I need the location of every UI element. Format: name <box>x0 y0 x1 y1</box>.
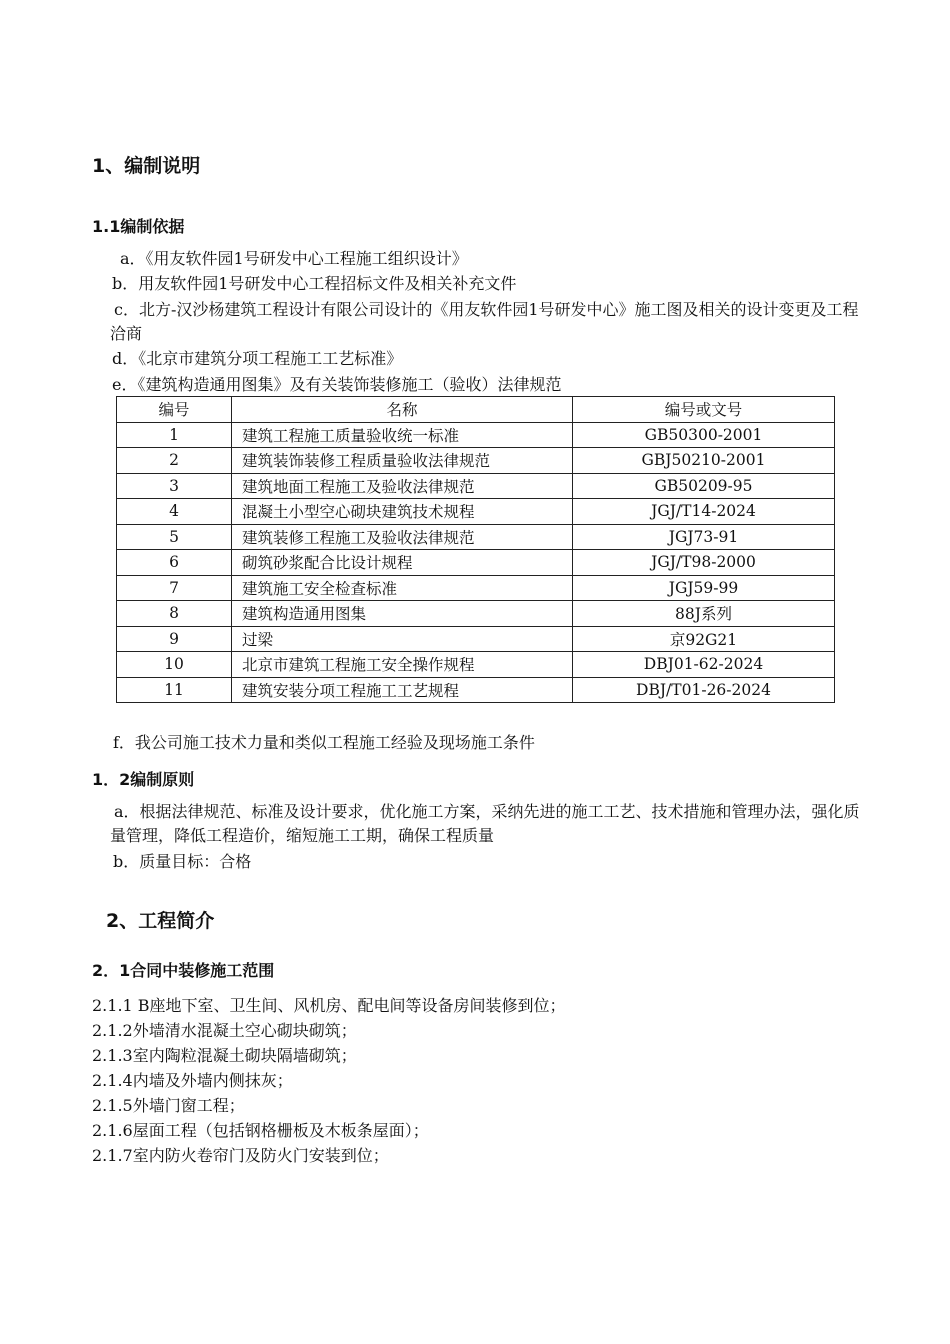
row-code: JGJ73-91 <box>573 524 835 550</box>
table-row <box>117 422 835 448</box>
row-number: 11 <box>117 677 232 703</box>
row-number: 7 <box>117 575 232 601</box>
table-row <box>117 473 835 499</box>
row-number: 10 <box>117 652 232 678</box>
row-number: 1 <box>117 422 232 448</box>
header-code: 编号或文号 <box>573 397 835 423</box>
table-row <box>117 448 835 474</box>
row-number: 3 <box>117 473 232 499</box>
row-number: 5 <box>117 524 232 550</box>
row-code: 京92G21 <box>573 626 835 652</box>
row-name: 建筑装饰装修工程质量验收法律规范 <box>232 448 573 474</box>
basis-item-c: c．北方-汉沙杨建筑工程设计有限公司设计的《用友软件园1号研发中心》施工图及相关的设计变更及工程洽商 <box>110 300 859 343</box>
table-header-row <box>117 397 835 423</box>
standards-table <box>116 396 835 703</box>
row-number: 9 <box>117 626 232 652</box>
row-number: 2 <box>117 448 232 474</box>
row-code: GBJ50210-2001 <box>573 448 835 474</box>
table-row <box>117 550 835 576</box>
subsection-2-1-title: 2．1合同中装修施工范围 <box>92 961 275 980</box>
row-number: 8 <box>117 601 232 627</box>
scope-item: 2.1.3室内陶粒混凝土砌块隔墙砌筑； <box>92 1046 357 1065</box>
basis-item-b: b．用友软件园1号研发中心工程招标文件及相关补充文件 <box>112 274 517 293</box>
row-code: DBJ01-62-2024 <box>573 652 835 678</box>
basis-item-f: f．我公司施工技术力量和类似工程施工经验及现场施工条件 <box>113 733 535 752</box>
basis-item-a: a．《用友软件园1号研发中心工程施工组织设计》 <box>120 249 468 268</box>
header-number: 编号 <box>117 397 232 423</box>
row-number: 4 <box>117 499 232 525</box>
scope-item: 2.1.6屋面工程（包括钢格栅板及木板条屋面）； <box>92 1121 429 1140</box>
row-name: 过梁 <box>232 626 573 652</box>
row-name: 建筑装修工程施工及验收法律规范 <box>232 524 573 550</box>
section-2-title: 2、工程简介 <box>106 910 215 932</box>
scope-item: 2.1.1 B座地下室、卫生间、风机房、配电间等设备房间装修到位； <box>92 996 566 1015</box>
scope-item: 2.1.5外墙门窗工程； <box>92 1096 245 1115</box>
row-name: 建筑工程施工质量验收统一标准 <box>232 422 573 448</box>
table-row <box>117 575 835 601</box>
row-name: 砌筑砂浆配合比设计规程 <box>232 550 573 576</box>
row-code: 88J系列 <box>573 601 835 627</box>
row-name: 北京市建筑工程施工安全操作规程 <box>232 652 573 678</box>
basis-item-e: e．《建筑构造通用图集》及有关装饰装修施工（验收）法律规范 <box>112 375 562 394</box>
scope-item: 2.1.7室内防火卷帘门及防火门安装到位； <box>92 1146 389 1165</box>
row-name: 建筑施工安全检查标准 <box>232 575 573 601</box>
row-name: 建筑地面工程施工及验收法律规范 <box>232 473 573 499</box>
row-code: DBJ/T01-26-2024 <box>573 677 835 703</box>
row-code: GB50209-95 <box>573 473 835 499</box>
subsection-1-1-title: 1.1编制依据 <box>92 217 185 236</box>
row-name: 混凝土小型空心砌块建筑技术规程 <box>232 499 573 525</box>
table-row <box>117 499 835 525</box>
header-name: 名称 <box>232 397 573 423</box>
table-row <box>117 652 835 678</box>
row-code: GB50300-2001 <box>573 422 835 448</box>
basis-item-d: d．《北京市建筑分项工程施工工艺标准》 <box>112 349 403 368</box>
table-row <box>117 677 835 703</box>
principle-item-b: b．质量目标：合格 <box>113 852 252 871</box>
row-name: 建筑构造通用图集 <box>232 601 573 627</box>
row-number: 6 <box>117 550 232 576</box>
row-name: 建筑安装分项工程施工工艺规程 <box>232 677 573 703</box>
table-row <box>117 524 835 550</box>
table-row <box>117 626 835 652</box>
row-code: JGJ/T14-2024 <box>573 499 835 525</box>
section-1-title: 1、编制说明 <box>92 155 201 177</box>
scope-item: 2.1.4内墙及外墙内侧抹灰； <box>92 1071 293 1090</box>
scope-item: 2.1.2外墙清水混凝土空心砌块砌筑； <box>92 1021 357 1040</box>
row-code: JGJ59-99 <box>573 575 835 601</box>
table-row <box>117 601 835 627</box>
row-code: JGJ/T98-2000 <box>573 550 835 576</box>
subsection-1-2-title: 1．2编制原则 <box>92 770 195 789</box>
principle-item-a: a．根据法律规范、标准及设计要求，优化施工方案，采纳先进的施工工艺、技术措施和管理办法，强化质量管理，降低工程造价，缩短施工工期，确保工程质量 <box>110 802 860 845</box>
